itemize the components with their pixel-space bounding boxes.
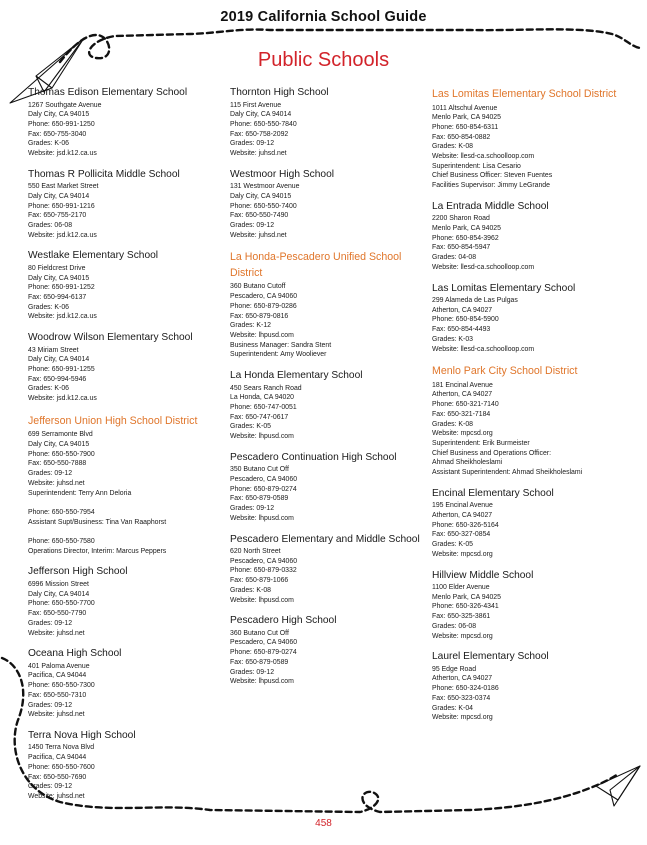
school-detail-line: Pacifica, CA 94044 [28,672,87,680]
school-detail-line: Phone: 650-879-0274 [230,485,297,493]
school-entry [432,570,622,642]
school-name: La Honda Elementary School [230,370,363,382]
school-detail-line: Grades: 09-12 [28,619,73,627]
school-entry [230,534,426,606]
school-detail-line: Website: juhsd.net [230,150,287,158]
section-title: Public Schools [257,49,390,71]
school-detail-line: Daly City, CA 94015 [28,441,90,449]
school-detail-line: Grades: K-04 [432,704,473,712]
school-detail-line: Pescadero, CA 94060 [230,639,298,647]
school-detail-line: Grades: K-03 [432,335,473,343]
school-detail-line: Daly City, CA 94014 [28,590,90,598]
school-detail-line: Fax: 650-321-7184 [432,410,491,418]
school-detail-line: Website: llesd-ca.schoolloop.com [432,263,535,271]
school-entry [28,566,224,638]
school-detail-line: Grades: K-06 [28,303,69,311]
district-name: Jefferson Union High School District [28,414,198,427]
school-detail-line: Phone: 650-879-0286 [230,302,297,310]
school-detail-line: Daly City, CA 94014 [28,192,90,200]
school-name: Westmoor High School [230,168,334,180]
school-detail-line: Daly City, CA 94014 [28,356,90,364]
school-detail-line: 115 First Avenue [230,101,282,109]
district-entry [230,250,426,360]
school-detail-line: Website: jsd.k12.ca.us [28,231,97,239]
school-detail-line: 1267 Southgate Avenue [28,101,102,109]
school-detail-line: Phone: 650-326-5164 [432,521,499,529]
school-name: Oceana High School [28,648,122,660]
school-detail-line: 1100 Elder Avenue [432,584,490,592]
school-detail-line: Grades: 09-12 [230,222,275,230]
school-entry [28,169,224,241]
school-detail-line: 1011 Altschul Avenue [432,104,498,112]
school-detail-line: Phone: 650-550-7580 [28,538,95,546]
school-detail-line: Grades: K-08 [230,586,271,594]
school-detail-line: Superintendent: Lisa Cesario [432,162,521,170]
school-detail-line: 401 Paloma Avenue [28,662,90,670]
school-detail-line: Phone: 650-879-0332 [230,567,297,575]
school-column-1 [28,87,224,812]
school-detail-line: Fax: 650-879-0816 [230,312,289,320]
school-detail-line: Website: juhsd.net [28,711,85,719]
school-detail-line: 1450 Terra Nova Blvd [28,744,95,752]
school-detail-line: Superintendent: Amy Wooliever [230,351,327,359]
school-detail-line: 360 Butano Cut Off [230,629,289,637]
district-name: La Honda-Pescadero Unified School District [230,251,402,279]
school-detail-line: 43 Miriam Street [28,346,79,354]
district-entry [432,364,622,478]
school-detail-line: 80 Fieldcrest Drive [28,264,86,272]
school-detail-line: Phone: 650-991-1252 [28,284,95,292]
school-detail-line: Phone: 650-879-0274 [230,649,297,657]
school-detail-line: 620 North Street [230,548,281,555]
school-detail-line: 195 Encinal Avenue [432,502,493,510]
school-detail-line: Website: juhsd.net [28,479,85,487]
school-detail-line: Website: juhsd.net [230,231,287,239]
school-name: Thomas R Pollicita Middle School [28,168,180,180]
school-detail-line: Website: lhpusd.com [230,514,294,522]
school-detail-line: Fax: 650-994-5946 [28,375,87,383]
school-detail-line: Website: mpcsd.org [432,632,493,640]
school-detail-line: 360 Butano Cutoff [230,283,286,291]
school-detail-line: Fax: 650-550-7888 [28,460,87,468]
school-detail-line: Chief Business and Operations Officer: [432,449,551,457]
school-name: Woodrow Wilson Elementary School [28,332,193,344]
school-detail-line: Atherton, CA 94027 [432,675,493,683]
school-detail-line: Grades: K-08 [432,143,473,151]
school-detail-line: Website: jsd.k12.ca.us [28,313,97,321]
school-detail-line: Phone: 650-550-7300 [28,682,95,690]
school-detail-line: Fax: 650-755-3040 [28,130,87,138]
school-entry [432,283,622,355]
school-name: Hillview Middle School [432,569,534,581]
school-detail-line: Fax: 650-879-0589 [230,658,289,666]
school-detail-line: Grades: K-12 [230,322,271,330]
page-number: 458 [315,818,332,829]
school-name: Thomas Edison Elementary School [28,87,188,98]
school-detail-line: 299 Alameda de Las Pulgas [432,297,518,305]
school-detail-line: Website: lhpusd.com [230,331,294,339]
school-detail-line: 550 East Market Street [28,183,99,191]
school-name: Las Lomitas Elementary School [432,282,576,294]
school-detail-line: Phone: 650-324-0186 [432,685,499,693]
school-entry [432,488,622,560]
school-column-3 [432,87,622,733]
school-detail-line: Phone: 650-991-1216 [28,202,95,210]
school-detail-line: Daly City, CA 94015 [28,111,90,119]
school-detail-line: Business Manager: Sandra Stent [230,341,332,349]
school-detail-line: Phone: 650-991-1250 [28,120,95,128]
school-detail-line: Grades: 09-12 [230,140,275,148]
school-detail-line: Fax: 650-550-7310 [28,691,87,699]
school-detail-line: Grades: K-05 [432,541,473,549]
school-detail-line: Phone: 650-326-4341 [432,603,499,611]
school-detail-line: 2200 Sharon Road [432,215,490,223]
school-detail-line: Pacifica, CA 94044 [28,754,87,762]
school-name: Pescadero Continuation High School [230,451,397,463]
school-detail-line: Grades: 09-12 [28,470,73,478]
school-entry [432,201,622,273]
school-detail-line: Fax: 650-854-4493 [432,326,491,334]
school-name: Jefferson High School [28,566,128,578]
school-detail-line: Chief Business Officer: Steven Fuentes [432,172,553,180]
guide-title: 2019 California School Guide [220,9,427,25]
school-name: Pescadero Elementary and Middle School [230,533,420,545]
school-detail-line: Fax: 650-755-2170 [28,212,87,220]
school-detail-line: Phone: 650-550-7954 [28,508,95,516]
school-name: Terra Nova High School [28,729,136,741]
school-detail-line: Assistant Supt/Business: Tina Van Raaphorst [28,518,167,526]
school-entry [28,250,224,322]
school-detail-line: Grades: 09-12 [28,783,73,791]
school-detail-line: Fax: 650-323-0374 [432,694,491,702]
school-detail-line: Menlo Park, CA 94025 [432,114,501,122]
school-detail-line: Fax: 650-550-7490 [230,212,289,220]
school-detail-line: Operations Director, Interim: Marcus Peppers [28,547,167,555]
school-detail-line: Website: juhsd.net [28,792,85,800]
school-entry [28,87,224,159]
school-detail-line: Website: jsd.k12.ca.us [28,150,97,158]
school-detail-line: Grades: K-06 [28,385,69,393]
school-detail-line: Website: llesd-ca.schoolloop.com [432,153,535,161]
school-detail-line: 699 Serramonte Blvd [28,431,93,439]
school-detail-line: Atherton, CA 94027 [432,512,493,519]
school-detail-line: Assistant Superintendent: Ahmad Sheikholeslami [432,469,583,477]
school-detail-line: Daly City, CA 94014 [230,111,292,119]
school-detail-line: Fax: 650-854-0882 [432,133,491,141]
school-entry [432,651,622,723]
school-detail-line: Fax: 650-994-6137 [28,294,87,302]
school-column-2 [230,87,426,697]
school-detail-line: Pescadero, CA 94060 [230,475,298,483]
school-detail-line: Website: juhsd.net [28,629,85,637]
school-name: Pescadero High School [230,615,337,627]
school-detail-line: Phone: 650-747-0051 [230,403,297,411]
school-name: Thornton High School [230,87,329,98]
district-entry [28,414,224,557]
school-entry [28,332,224,404]
school-detail-line: Fax: 650-327-0854 [432,531,491,539]
school-entry [230,615,426,687]
school-detail-line: Grades: 06-08 [28,222,73,230]
school-detail-line: Atherton, CA 94027 [432,391,493,399]
paper-airplane-icon [596,766,640,806]
school-detail-line: Grades: 09-12 [28,701,73,709]
school-detail-line: Grades: K-08 [432,420,473,428]
school-entry [230,370,426,442]
school-detail-line: 95 Edge Road [432,665,477,673]
school-detail-line: Phone: 650-550-7600 [28,763,95,771]
school-entry [28,648,224,720]
school-detail-line: Grades: 04-08 [432,254,477,262]
school-detail-line: Fax: 650-747-0617 [230,413,289,421]
school-detail-line: Phone: 650-550-7840 [230,120,297,128]
school-detail-line: Fax: 650-550-7790 [28,610,87,618]
school-detail-line: Grades: K-05 [230,423,271,431]
school-detail-line: Grades: 09-12 [230,505,275,513]
school-entry [230,87,426,159]
school-detail-line: Website: mpcsd.org [432,430,493,438]
school-detail-line: Facilities Supervisor: Jimmy LeGrande [432,182,550,190]
school-detail-line: Atherton, CA 94027 [432,306,493,314]
school-detail-line: 131 Westmoor Avenue [230,183,300,191]
school-detail-line: 181 Encinal Avenue [432,381,493,389]
school-detail-line: Fax: 650-854-5947 [432,244,491,252]
school-detail-line: La Honda, CA 94020 [230,394,294,402]
school-detail-line: Fax: 650-758-2092 [230,130,289,138]
school-detail-line: Grades: 06-08 [432,622,477,630]
district-name: Las Lomitas Elementary School District [432,88,617,100]
school-detail-line: Website: lhpusd.com [230,433,294,441]
district-entry [432,87,622,191]
school-detail-line: Phone: 650-550-7900 [28,450,95,458]
school-detail-line: Ahmad Sheikholeslami [432,459,503,467]
school-detail-line: Website: lhpusd.com [230,678,294,686]
school-detail-line: Website: mpcsd.org [432,550,493,558]
school-detail-line: Phone: 650-854-6311 [432,123,499,131]
school-detail-line: 6996 Mission Street [28,580,89,588]
school-detail-line: Menlo Park, CA 94025 [432,593,501,601]
school-detail-line: Pescadero, CA 94060 [230,557,298,565]
school-name: Westlake Elementary School [28,250,159,262]
school-detail-line: Fax: 650-879-1066 [230,577,289,585]
district-name: Menlo Park City School District [432,365,578,378]
school-detail-line: Website: jsd.k12.ca.us [28,395,97,403]
school-detail-line: Fax: 650-879-0589 [230,495,289,503]
school-detail-line: Fax: 650-325-3861 [432,613,491,621]
school-detail-line: Website: lhpusd.com [230,596,294,604]
school-detail-line: Phone: 650-550-7700 [28,600,95,608]
school-detail-line: Daly City, CA 94015 [28,274,90,282]
school-detail-line: Phone: 650-854-5900 [432,316,499,324]
school-entry [230,452,426,524]
school-detail-line: Pescadero, CA 94060 [230,293,298,301]
school-name: Encinal Elementary School [432,487,554,499]
school-detail-line: 350 Butano Cut Off [230,466,289,474]
school-detail-line: Phone: 650-991-1255 [28,366,95,374]
school-name: Laurel Elementary School [432,651,549,663]
school-detail-line: Website: mpcsd.org [432,714,493,722]
school-entry [230,169,426,241]
school-detail-line: Fax: 650-550-7690 [28,773,87,781]
school-name: La Entrada Middle School [432,200,549,212]
school-detail-line: Website: llesd-ca.schoolloop.com [432,345,535,353]
school-detail-line: Daly City, CA 94015 [230,192,292,200]
school-detail-line: Superintendent: Erik Burmeister [432,439,530,447]
school-entry [28,730,224,802]
school-detail-line: Phone: 650-854-3962 [432,234,499,242]
school-detail-line: Menlo Park, CA 94025 [432,225,501,233]
school-detail-line: Phone: 650-550-7400 [230,202,297,210]
school-detail-line: Grades: 09-12 [230,668,275,676]
school-detail-line: 450 Sears Ranch Road [230,384,302,392]
school-detail-line: Phone: 650-321-7140 [432,401,499,409]
school-detail-line: Superintendent: Terry Ann Deloria [28,489,132,497]
school-detail-line: Grades: K-06 [28,140,69,148]
